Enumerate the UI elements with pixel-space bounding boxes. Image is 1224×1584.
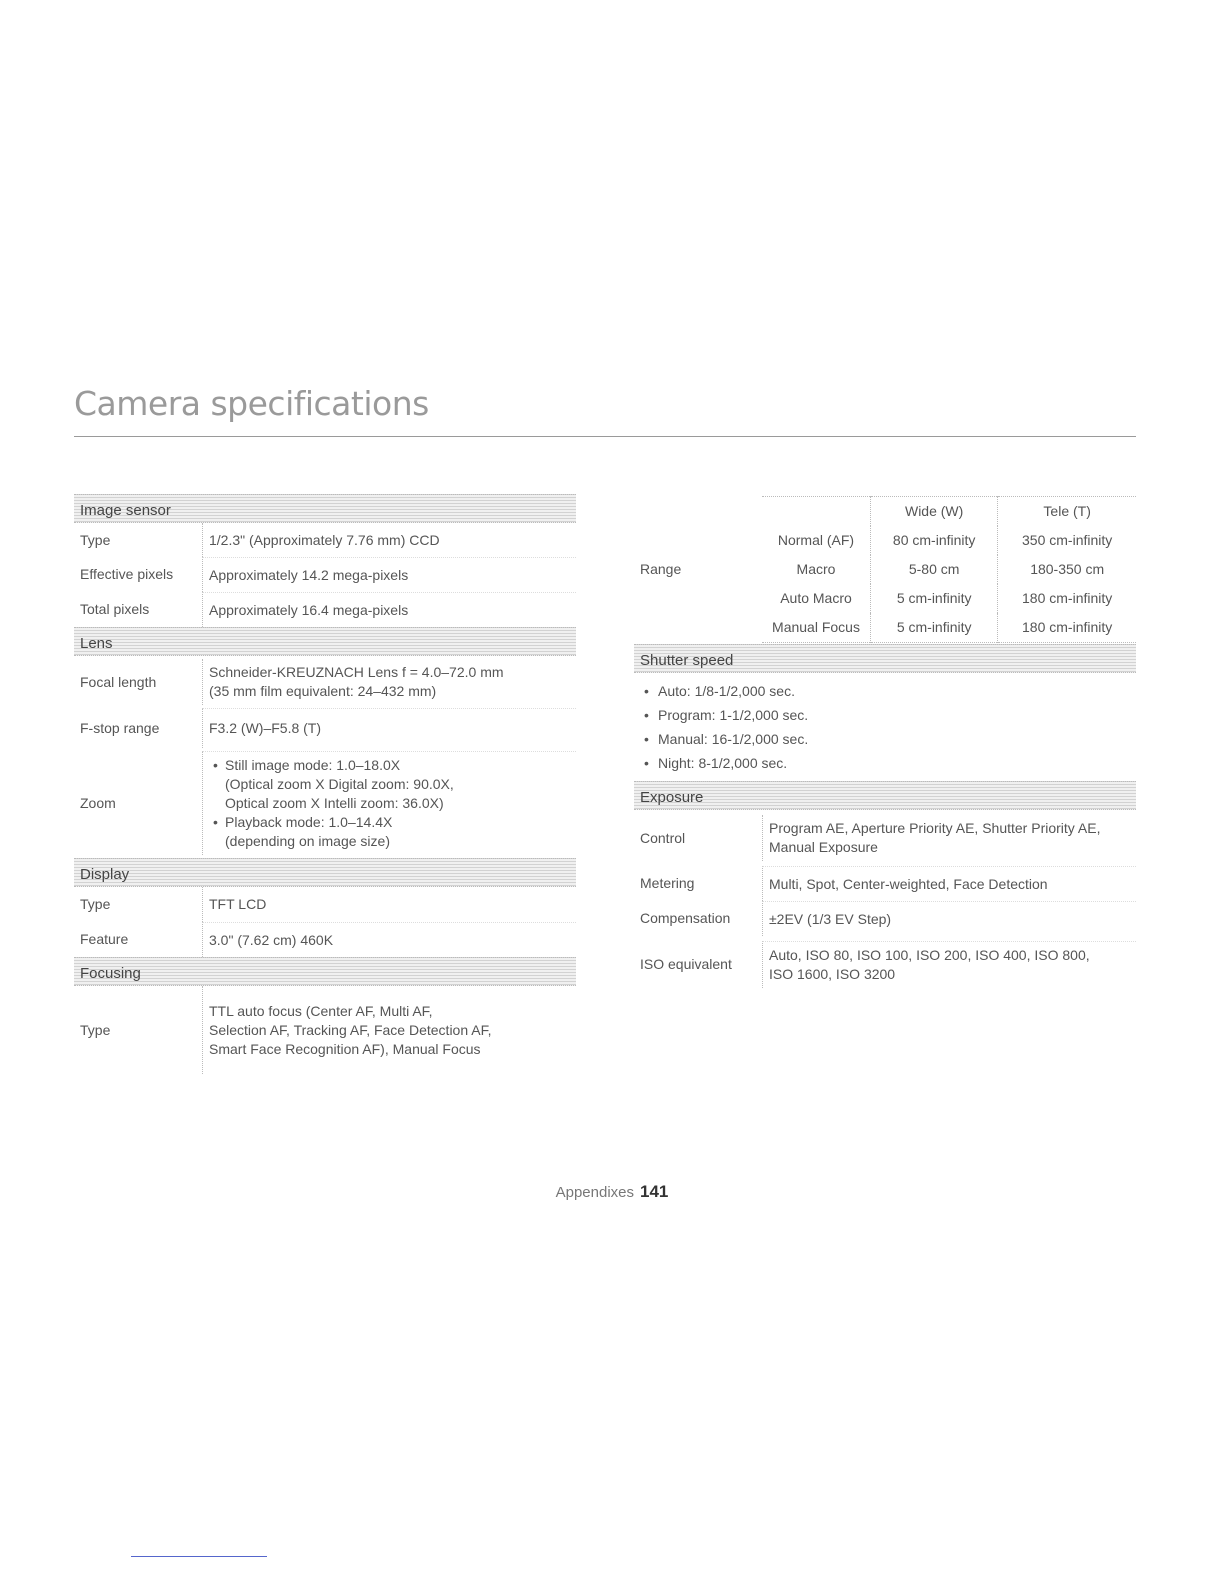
- column-header-wide: Wide (W): [871, 496, 998, 526]
- section-header-lens: Lens: [74, 627, 576, 656]
- spec-value: [762, 815, 1136, 861]
- zoom-still-text: • Still image mode: 1.0–18.0X: [225, 757, 401, 773]
- spec-row: [74, 986, 576, 1074]
- zoom-playback-text: • Playback mode: 1.0–14.4X: [225, 814, 393, 830]
- spec-label: ISO equivalent: [640, 955, 732, 972]
- zoom-playback-item: [209, 813, 576, 851]
- iso-line: ISO 1600, ISO 3200: [769, 965, 896, 982]
- spec-value: [762, 941, 1136, 988]
- table-cell: Manual Focus: [772, 618, 860, 635]
- spec-label: Zoom: [80, 794, 116, 811]
- focus-type-line: Smart Face Recognition AF), Manual Focus: [209, 1040, 481, 1057]
- spec-value: 3.0" (7.62 cm) 460K: [202, 922, 576, 957]
- footer-section: Appendixes: [555, 1184, 635, 1201]
- spec-row: [74, 523, 576, 557]
- zoom-still-detail: (Optical zoom X Digital zoom: 90.0X,: [225, 776, 454, 792]
- list-item: • Auto: 1/8-1/2,000 sec.: [640, 679, 1136, 703]
- spec-value: Approximately 14.2 mega-pixels: [202, 557, 576, 592]
- table-row: [762, 555, 1136, 584]
- focus-type-line: TTL auto focus (Center AF, Multi AF,: [209, 1002, 433, 1019]
- column-header-tele: Tele (T): [998, 496, 1136, 526]
- spec-row: [74, 748, 576, 858]
- spec-row: [74, 557, 576, 592]
- page-footer: [0, 1182, 1224, 1202]
- left-column: [74, 494, 576, 1074]
- focus-range-row: [634, 494, 1136, 644]
- section-header-display: Display: [74, 858, 576, 887]
- spec-row: [634, 810, 1136, 866]
- spec-label: Focal length: [80, 673, 157, 690]
- spec-row: [74, 887, 576, 922]
- spec-row: [74, 708, 576, 748]
- spec-label: Compensation: [640, 910, 731, 926]
- spec-value: Approximately 16.4 mega-pixels: [202, 592, 576, 627]
- spec-row: [74, 656, 576, 708]
- table-row: [762, 584, 1136, 613]
- table-row: [762, 613, 1136, 643]
- section-header-focusing: Focusing: [74, 957, 576, 986]
- zoom-playback-detail: (depending on image size): [225, 833, 390, 849]
- section-header-exposure: Exposure: [634, 781, 1136, 810]
- table-cell: 180-350 cm: [998, 555, 1136, 584]
- focus-type-line: Selection AF, Tracking AF, Face Detection AF,: [209, 1021, 492, 1038]
- table-cell: 5 cm-infinity: [871, 613, 998, 643]
- table-cell: Macro: [796, 560, 836, 577]
- table-cell: 80 cm-infinity: [871, 526, 998, 555]
- spec-label: Range: [640, 560, 682, 577]
- section-header-image-sensor: Image sensor: [74, 494, 576, 523]
- spec-value: [202, 986, 576, 1074]
- spec-label: Total pixels: [80, 601, 150, 617]
- spec-row: [634, 936, 1136, 992]
- spec-label: Feature: [80, 931, 129, 947]
- spec-label: Metering: [640, 875, 695, 891]
- spec-value: [202, 751, 576, 855]
- spec-value: ±2EV (1/3 EV Step): [762, 901, 1136, 936]
- spec-label: Control: [640, 829, 686, 846]
- table-header-row: [762, 496, 1136, 526]
- spec-value: Multi, Spot, Center-weighted, Face Detection: [762, 866, 1136, 901]
- zoom-still-item: [209, 756, 576, 813]
- spec-value: [202, 659, 576, 705]
- title-divider: [74, 436, 1136, 437]
- focal-length-line: Schneider-KREUZNACH Lens f = 4.0–72.0 mm: [209, 664, 504, 680]
- spec-label: F-stop range: [80, 719, 160, 736]
- page-title: Camera specifications: [74, 384, 429, 423]
- table-cell: 5-80 cm: [871, 555, 998, 584]
- spec-value: TFT LCD: [202, 887, 576, 922]
- table-cell: Normal (AF): [777, 531, 855, 548]
- section-header-shutter-speed: Shutter speed: [634, 644, 1136, 673]
- spec-row: [74, 592, 576, 627]
- spec-row: [74, 922, 576, 957]
- spec-row: [634, 901, 1136, 936]
- table-row: [762, 526, 1136, 555]
- table-cell: 350 cm-infinity: [998, 526, 1136, 555]
- focal-length-equivalent: (35 mm film equivalent: 24–432 mm): [209, 683, 437, 699]
- table-cell: 180 cm-infinity: [998, 584, 1136, 613]
- spec-label: Effective pixels: [80, 566, 174, 582]
- right-column: [634, 494, 1136, 992]
- spec-label: Type: [80, 1021, 111, 1038]
- list-item: • Manual: 16-1/2,000 sec.: [640, 727, 1136, 751]
- spec-value: 1/2.3" (Approximately 7.76 mm) CCD: [202, 523, 576, 557]
- spec-label: Type: [80, 896, 111, 912]
- spec-label: Type: [80, 531, 111, 548]
- control-line: Program AE, Aperture Priority AE, Shutter Priority AE,: [769, 820, 1101, 836]
- table-cell: 5 cm-infinity: [871, 584, 998, 613]
- shutter-speed-list: [634, 673, 1136, 781]
- iso-line: Auto, ISO 80, ISO 100, ISO 200, ISO 400, ISO 800,: [769, 946, 1090, 963]
- zoom-still-detail: Optical zoom X Intelli zoom: 36.0X): [225, 795, 444, 811]
- list-item: • Program: 1-1/2,000 sec.: [640, 703, 1136, 727]
- control-line: Manual Exposure: [769, 839, 878, 855]
- table-cell: 180 cm-infinity: [998, 613, 1136, 643]
- table-cell: Auto Macro: [780, 589, 852, 606]
- footer-link-underline: [131, 1556, 267, 1557]
- list-item: • Night: 8-1/2,000 sec.: [640, 751, 1136, 775]
- focus-range-table: [762, 496, 1136, 643]
- page-number: 141: [640, 1182, 669, 1201]
- spec-row: [634, 866, 1136, 901]
- spec-value: F3.2 (W)–F5.8 (T): [202, 708, 576, 748]
- table-cell: [762, 496, 871, 526]
